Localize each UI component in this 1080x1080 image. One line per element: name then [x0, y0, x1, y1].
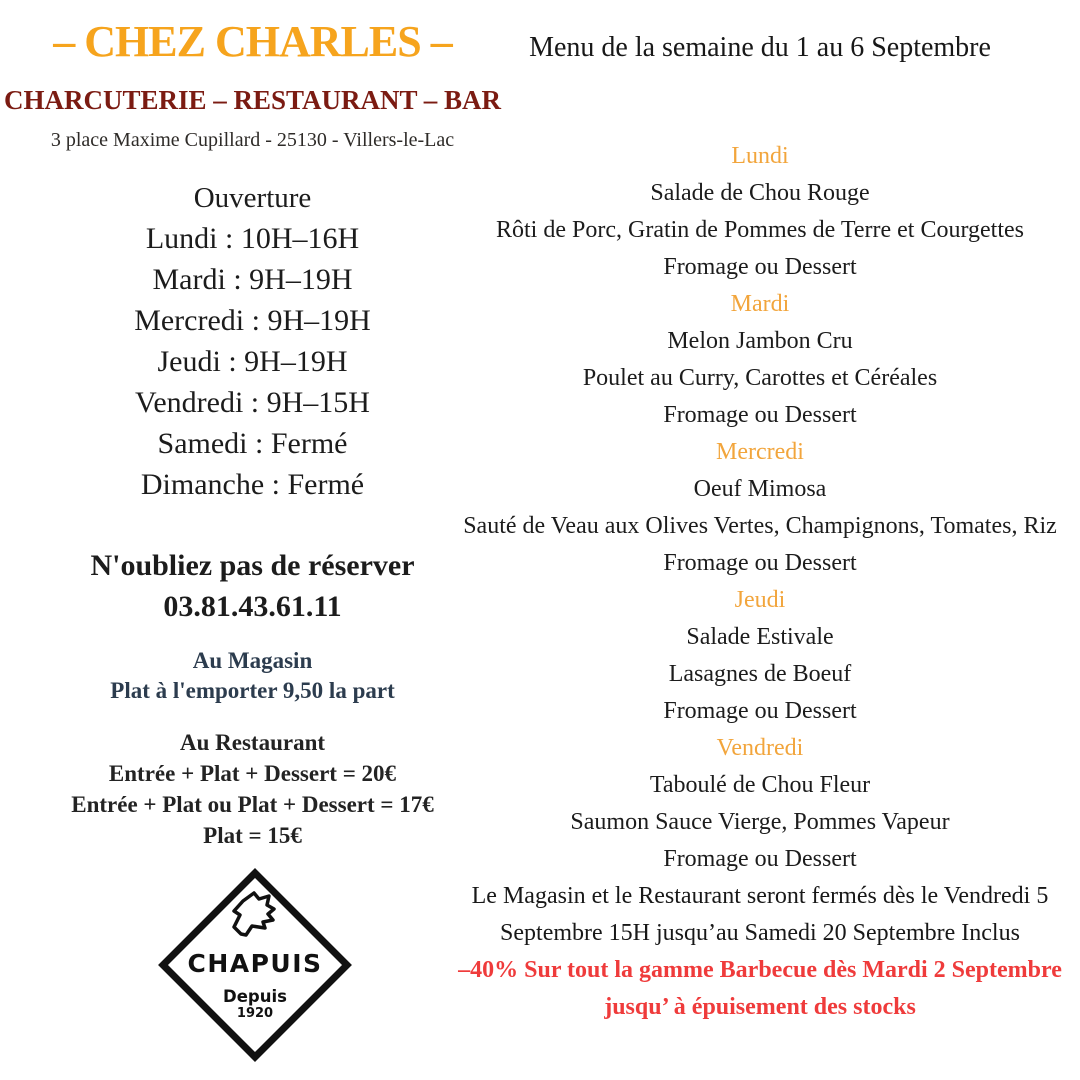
restaurant-formula-2: Entrée + Plat ou Plat + Dessert = 17€ [71, 792, 434, 817]
restaurant-heading: Au Restaurant [179, 730, 326, 755]
menu-item: Poulet au Curry, Carottes et Céréales [582, 365, 938, 391]
menu-item: Rôti de Porc, Gratin de Pommes de Terre et Courgettes [496, 217, 1024, 243]
reservation-phone: 03.81.43.61.11 [163, 590, 342, 623]
hours-monday: Lundi : 10H–16H [145, 222, 360, 255]
menu-item: Salade de Chou Rouge [650, 180, 870, 206]
menu-day-lundi [440, 138, 1080, 286]
menu-item: Fromage ou Dessert [663, 550, 857, 576]
logo-brand-text: CHAPUIS [187, 949, 323, 978]
day-heading: Lundi [731, 143, 789, 169]
hours-saturday: Samedi : Fermé [157, 427, 348, 460]
left-column [0, 0, 505, 1080]
brand-address: 3 place Maxime Cupillard - 25130 - Villers-le-Lac [50, 129, 455, 151]
hours-sunday: Dimanche : Fermé [140, 468, 365, 501]
day-heading: Vendredi [716, 735, 804, 761]
menu-item: Lasagnes de Boeuf [668, 661, 852, 687]
logo-since-year: 1920 [236, 1006, 274, 1021]
restaurant-formula-1: Entrée + Plat + Dessert = 20€ [108, 761, 397, 786]
hours-friday: Vendredi : 9H–15H [135, 386, 370, 419]
menu-day-mercredi [440, 434, 1080, 582]
opening-hours [0, 178, 505, 505]
menu-item: Saumon Sauce Vierge, Pommes Vapeur [570, 809, 950, 835]
closure-notice: Le Magasin et le Restaurant seront fermés dès le Vendredi 5 Septembre 15H jusqu’au Samedi 20 Septembre Inclus [471, 883, 1049, 946]
opening-hours-heading: Ouverture [193, 182, 312, 214]
menu-day-mardi [440, 286, 1080, 434]
day-heading: Mercredi [716, 439, 804, 465]
brand-title: – CHEZ CHARLES – [53, 17, 452, 66]
hours-thursday: Jeudi : 9H–19H [157, 345, 348, 378]
menu-item: Fromage ou Dessert [663, 254, 857, 280]
day-heading: Jeudi [734, 587, 786, 613]
menu-item: Fromage ou Dessert [663, 402, 857, 428]
weekly-menu-title: Menu de la semaine du 1 au 6 Septembre [529, 32, 991, 63]
weekly-menu-body [440, 138, 1080, 1026]
shop-heading: Au Magasin [192, 648, 313, 673]
shop-block [0, 646, 505, 706]
shop-takeaway-price: Plat à l'emporter 9,50 la part [110, 678, 395, 703]
menu-item: Sauté de Veau aux Olives Vertes, Champignons, Tomates, Riz [463, 513, 1057, 539]
promo-notice: –40% Sur tout la gamme Barbecue dès Mardi 2 Septembre jusqu’ à épuisement des stocks [458, 957, 1062, 1020]
hours-tuesday: Mardi : 9H–19H [152, 263, 353, 296]
menu-item: Salade Estivale [686, 624, 834, 650]
menu-item: Taboulé de Chou Fleur [649, 772, 871, 798]
menu-day-vendredi [440, 730, 1080, 878]
brand-subtitle: CHARCUTERIE – RESTAURANT – BAR [3, 85, 502, 115]
menu-item: Melon Jambon Cru [667, 328, 853, 354]
menu-item: Fromage ou Dessert [663, 698, 857, 724]
logo-since-label: Depuis [223, 987, 287, 1006]
chapuis-logo [155, 865, 355, 1065]
day-heading: Mardi [730, 291, 790, 317]
menu-day-jeudi [440, 582, 1080, 730]
reservation-block [0, 545, 505, 627]
hours-wednesday: Mercredi : 9H–19H [134, 304, 371, 337]
restaurant-prices-block [0, 727, 505, 851]
menu-item: Oeuf Mimosa [693, 476, 827, 502]
restaurant-formula-3: Plat = 15€ [203, 823, 302, 848]
menu-item: Fromage ou Dessert [663, 846, 857, 872]
reservation-note: N'oubliez pas de réserver [90, 549, 415, 582]
